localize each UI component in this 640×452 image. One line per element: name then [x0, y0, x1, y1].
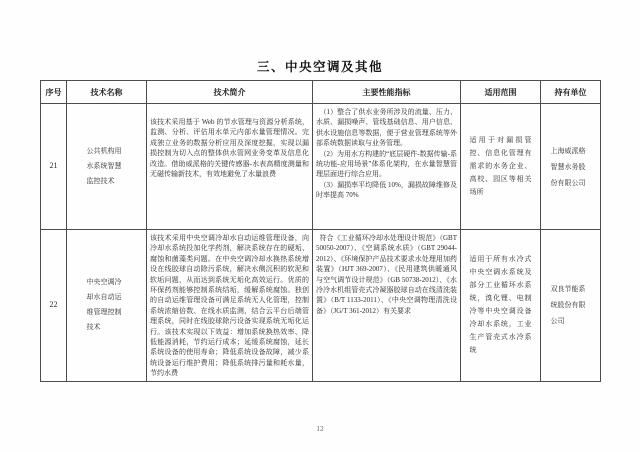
cell-holding-unit [541, 230, 601, 382]
holder-text: 上海威派格智慧水务股份有限公司 [550, 146, 586, 187]
indicator-paragraph: 符合《工业循环冷却水处理设计规范》（GBT 50050-2007）、《空调系统水质》（GBT 29044-2012）、《环境保护产品技术要求水处理用加药装置》（HJT 369-2007）、《民用建筑供暖通风与空气调节设计规范》（GB 50738-2012）、《水冷冷水机组管壳式冷凝器胶球自动在线清洗装置》（B/T 1133-2011）、《中央空调物理清洗设备》（JG/T 361-2012）有关要求 [316, 234, 457, 315]
table-row [41, 104, 601, 230]
indicator-paragraph: （1）整合了供水业务所涉及的流量、压力、水质、漏损噪声、管线基础信息、用户信息、供水设施信息等数据，便于营业管理系统等外部系统数据读取与业务管理。 [316, 108, 457, 148]
cell-performance-indicators [313, 230, 461, 382]
cell-tech-intro: 该技术采用中央空调冷却水自动运维管理设备，向冷却水系统投加化学药剂，解决系统存在的硬垢、腐蚀和菌藻类问题。在中央空调冷却水换热系统增设在线胶球自动除污系统，解决水侧沉积的软泥和软垢问题，从而达到系统无垢化高效运行。优质的环保药剂能够控制系统结垢，缓解系统腐蚀。独创的自动运维管理设备可满足系统无人化管理，控制系统浓缩倍数、在线水质监测，结合云平台后端管理系统，同时在线胶球除污设备实现系统无垢化运行。该技术实现以下效益：增加系统换热效率、降低能源消耗，节约运行成本；延缓系统腐蚀，延长系统设备的使用寿命；降低系统设备故障，减少系统设备运行维护费用；降低系统排污量和耗水量，节约水费 [147, 230, 313, 382]
scope-text: 适用于对漏损管控、信息化管理有需求的水务企业、高校、园区等相关场所 [469, 136, 532, 196]
table-header-row [41, 81, 601, 104]
cell-applicable-scope [461, 230, 541, 382]
cell-tech-intro: 该技术采用基于 Web 的节水管理与资源分析系统，监测、分析、评估用水单元内部水量管理情况。完成独立业务的数据分析应用及深度挖掘，实现以漏损控制为切入点的整体供水管网业务变革及信息化改造。借助威派格的关键传感器-水表高精度测量和无磁传输新技术，有效地避免了水量浪费 [147, 104, 313, 230]
cell-performance-indicators [313, 104, 461, 230]
cell-serial-number: 21 [41, 104, 67, 230]
section-title: 三、中央空调及其他 [256, 60, 383, 74]
technology-table [40, 80, 601, 382]
column-header-holder: 持有单位 [541, 81, 601, 104]
column-header-no: 序号 [41, 81, 67, 104]
indicator-paragraph: （3）漏损率平均降低 10%，漏损故障维修及时率提高 70% [316, 180, 457, 200]
tech-name-text: 公共机构用水系统智慧监控技术 [86, 147, 122, 185]
column-header-tech-intro: 技术简介 [147, 81, 313, 104]
column-header-indicators: 主要性能指标 [313, 81, 461, 104]
holder-text: 双良节能系统股份有限公司 [550, 285, 586, 326]
table-row [41, 230, 601, 382]
scope-text: 适用于所有水冷式中央空调水系统及部分工业循环水系统，溴化锂、电制冷等中央空调设备冷却水系统，工业生产管壳式水冷系统 [469, 255, 532, 355]
cell-tech-name [67, 104, 147, 230]
indicator-paragraph: （2）为用水方构建的“底层硬件-数据传输-系统功能-应用场景”体系化架构，在水量智慧管理层面进行综合应用。 [316, 149, 457, 179]
cell-tech-name [67, 230, 147, 382]
column-header-tech-name: 技术名称 [67, 81, 147, 104]
column-header-scope: 适用范围 [461, 81, 541, 104]
cell-holding-unit [541, 104, 601, 230]
cell-applicable-scope [461, 104, 541, 230]
page-number: 12 [316, 424, 324, 433]
tech-name-text: 中央空调冷却水自动运维管理控制技术 [86, 278, 122, 332]
cell-serial-number: 22 [41, 230, 67, 382]
